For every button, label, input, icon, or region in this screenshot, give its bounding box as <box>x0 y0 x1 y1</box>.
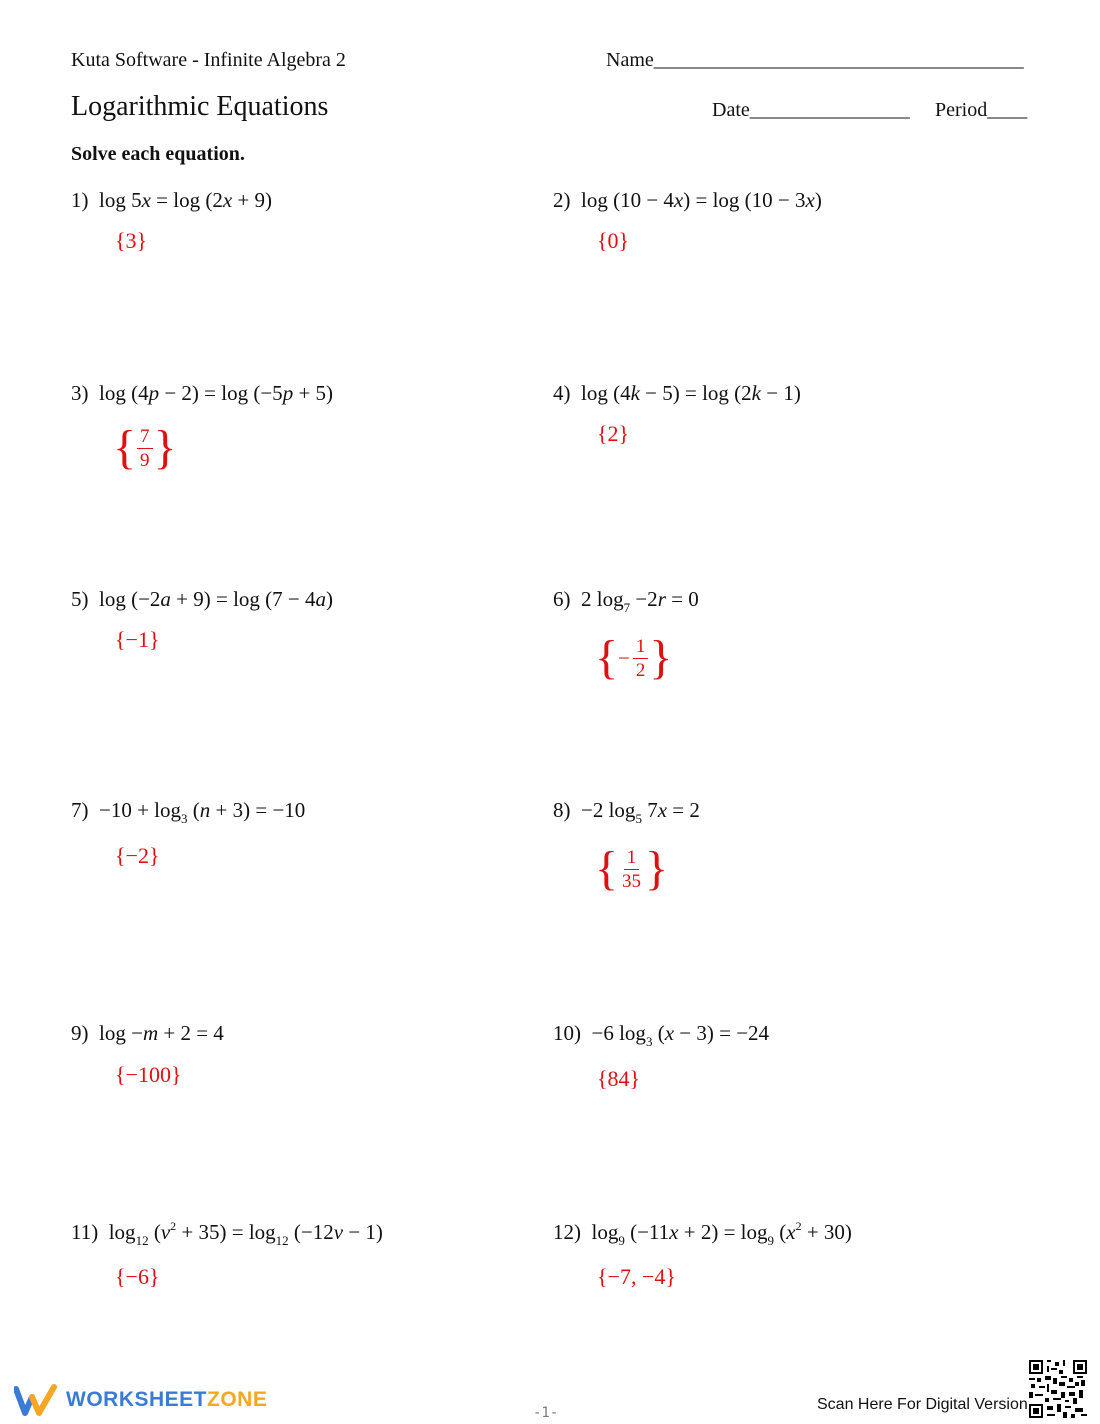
answer-denominator: 35 <box>622 870 642 892</box>
worksheet-title: Logarithmic Equations <box>71 91 329 122</box>
problem-number: 8) <box>553 798 571 822</box>
answer-6: { − $\frac{1}{2}$ } <box>595 631 673 684</box>
qr-code-graphic <box>1029 1360 1087 1418</box>
problem-7: $7) -10 + \log_3 (n + 3) = -10$ <box>71 798 306 826</box>
publisher-line: Kuta Software - Infinite Algebra 2 <box>71 49 346 71</box>
problem-10: 10) −6 $\log_3 (x - 3) = -24$ <box>553 1021 770 1049</box>
answer-8: { $\frac{1}{35}$ } <box>595 842 669 895</box>
page-number: -1- <box>533 1405 559 1421</box>
answer-numerator: 1 <box>633 635 649 659</box>
problem-2: 2) log (10 − 4x) = log (10 − 3x) <box>553 188 822 212</box>
problem-8: 8) −2 $\log_5 7x = 2$ <box>553 798 700 826</box>
problem-12: 12) $\log_9 (-11x + 2) = \log_9 (x^2 + 30)$ <box>553 1219 852 1248</box>
answer-3: { $\frac{7}{9}$ } <box>113 421 177 474</box>
answer-numerator: 7 <box>137 425 153 449</box>
answer-9: {−100} <box>115 1062 182 1087</box>
period-field-label: Period____ <box>935 99 1028 121</box>
answer-4: {2} <box>597 421 630 446</box>
problem-9: 9) log −m + 2 = 4 <box>71 1021 224 1045</box>
problem-number: 1) <box>71 188 89 212</box>
answer-10: {84} <box>597 1066 641 1091</box>
problem-number: 7) <box>71 798 89 822</box>
scan-instruction: Scan Here For Digital Version <box>817 1396 1028 1413</box>
problem-1: 1) log 5x = log (2x + 9) <box>71 188 273 212</box>
brand-worksheet-text: WORKSHEET <box>66 1388 207 1411</box>
answer-denominator: 2 <box>635 659 646 681</box>
problem-number: 12) <box>553 1220 581 1244</box>
problem-11: 11) $\log_{12} (v^2 + 35) = \log_{12} (-12v - 1)$ <box>71 1219 383 1248</box>
answer-12: {−7, −4} <box>597 1264 676 1289</box>
answer-7: {−2} <box>115 843 160 868</box>
instructions: Solve each equation. <box>71 143 245 165</box>
problem-number: 10) <box>553 1021 581 1045</box>
problem-number: 3) <box>71 381 89 405</box>
problem-number: 9) <box>71 1021 89 1045</box>
date-field-label: Date________________ <box>712 99 910 121</box>
brand-zone-text: ZONE <box>207 1388 268 1411</box>
answer-1: {3} <box>115 228 148 253</box>
answer-2: {0} <box>597 228 630 253</box>
answer-numerator: 1 <box>624 846 640 870</box>
problem-number: 6) <box>553 587 571 611</box>
qr-code-icon[interactable] <box>1029 1360 1087 1418</box>
problem-6: 6) 2 $\log_7 -2r = 0$ <box>553 587 699 615</box>
problem-number: 2) <box>553 188 571 212</box>
answer-sign: − <box>618 645 630 670</box>
name-field-label: Name_____________________________________ <box>606 49 1024 71</box>
problem-5: 5) log (−2a + 9) = log (7 − 4a) <box>71 587 334 611</box>
answer-denominator: 9 <box>140 449 150 471</box>
problem-4: 4) log (4k − 5) = log (2k − 1) <box>553 381 801 405</box>
problem-number: 4) <box>553 381 571 405</box>
problem-number: 11) <box>71 1220 99 1244</box>
problem-number: 5) <box>71 587 89 611</box>
problem-3: 3) log (4p − 2) = log (−5p + 5) <box>71 381 334 405</box>
worksheetzone-logo[interactable] <box>14 1383 267 1417</box>
worksheetzone-w-icon <box>14 1383 60 1417</box>
answer-5: {−1} <box>115 627 160 652</box>
answer-11: {−6} <box>115 1264 160 1289</box>
